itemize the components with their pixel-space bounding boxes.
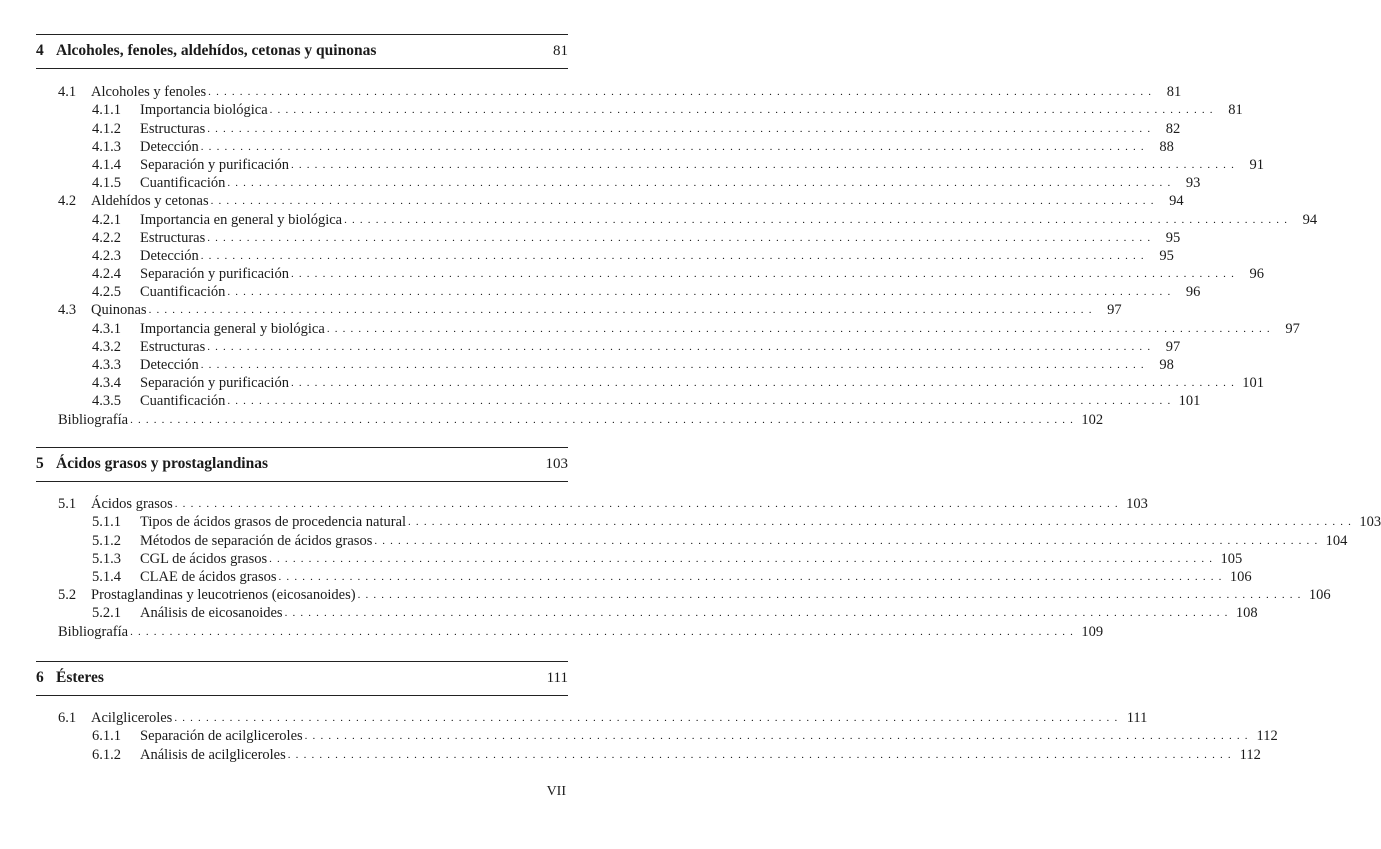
entry-page: 96	[1185, 284, 1201, 301]
entry-label: Bibliografía	[58, 411, 129, 428]
entry-label: CLAE de ácidos grasos	[140, 568, 277, 585]
chapter-top-rule	[36, 661, 568, 662]
chapter-number: 5	[36, 455, 44, 472]
entry-label: CGL de ácidos grasos	[140, 550, 268, 567]
toc-entry-subsection	[36, 550, 1243, 568]
dot-leader: . . . . . . . . . . . . . . . . . . . . . . . . . . . . . . . . . . . . . . . . . . . . . . . . . . . . . . . . . . . . . . . . . . . . . . . . . . . . . . . . . . . . . . . . . . . . . . . . . . . . . . . . . . . . . . . . . . . . . . . .	[207, 231, 1152, 244]
entry-page: 104	[1325, 532, 1348, 549]
toc-entry-subsection	[36, 374, 1265, 392]
dot-leader: . . . . . . . . . . . . . . . . . . . . . . . . . . . . . . . . . . . . . . . . . . . . . . . . . . . . . . . . . . . . . . . . . . . . . . . . . . . . . . . . . . . . . . . . . . . . . . . . . . . . . . . . . . . . . . . . . . . . . . . .	[290, 268, 1236, 281]
entry-label: Estructuras	[140, 338, 206, 355]
entry-label: Tipos de ácidos grasos de procedencia natural	[140, 514, 407, 531]
entry-number: 5.1.4	[92, 568, 121, 585]
entry-number: 4.3.3	[92, 357, 121, 373]
dot-leader: . . . . . . . . . . . . . . . . . . . . . . . . . . . . . . . . . . . . . . . . . . . . . . . . . . . . . . . . . . . . . . . . . . . . . . . . . . . . . . . . . . . . . . . . . . . . . . . . . . . . . . . . . . . . . . . . . . . . . . . .	[287, 748, 1232, 761]
chapter-title: Ácidos grasos y prostaglandinas	[56, 455, 269, 472]
dot-leader: . . . . . . . . . . . . . . . . . . . . . . . . . . . . . . . . . . . . . . . . . . . . . . . . . . . . . . . . . . . . . . . . . . . . . . . . . . . . . . . . . . . . . . . . . . . . . . . . . . . . . . . . . . . . . . . . . . . . . . . .	[207, 340, 1152, 353]
toc-entry-section	[36, 586, 1331, 604]
chapter-page: 81	[553, 42, 568, 59]
dot-leader: . . . . . . . . . . . . . . . . . . . . . . . . . . . . . . . . . . . . . . . . . . . . . . . . . . . . . . . . . . . . . . . . . . . . . . . . . . . . . . . . . . . . . . . . . . . . . . . . . . . . . . . . . . . . . . . . . . . . . . . .	[200, 359, 1145, 371]
toc-entry-subsection	[36, 265, 1265, 283]
chapter-title: Alcoholes, fenoles, aldehídos, cetonas y quinonas	[56, 42, 377, 59]
toc-entry-subsection	[36, 531, 1348, 549]
entry-page: 101	[1178, 393, 1201, 410]
toc-entry-subsection	[36, 568, 1252, 586]
toc-entries	[36, 709, 1278, 764]
toc-entry-section	[36, 83, 1182, 101]
entry-number: 5.1.1	[92, 514, 121, 531]
chapter-bottom-rule	[36, 68, 568, 69]
entry-page: 98	[1159, 357, 1174, 373]
entry-number: 4.3	[58, 302, 77, 319]
toc-entry-subsection	[36, 247, 1174, 265]
dot-leader: . . . . . . . . . . . . . . . . . . . . . . . . . . . . . . . . . . . . . . . . . . . . . . . . . . . . . . . . . . . . . . . . . . . . . . . . . . . . . . . . . . . . . . . . . . . . . . . . . . . . . . . . . . . . . . . . . . . . . . . .	[357, 589, 1302, 602]
entry-number: 4.1	[58, 84, 77, 101]
entry-label: Importancia general y biológica	[140, 320, 325, 337]
toc-entry-subsection	[36, 338, 1181, 356]
dot-leader: . . . . . . . . . . . . . . . . . . . . . . . . . . . . . . . . . . . . . . . . . . . . . . . . . . . . . . . . . . . . . . . . . . . . . . . . . . . . . . . . . . . . . . . . . . . . . . . . . . . . . . . . . . . . . . . . . . . . . . . .	[374, 534, 1319, 547]
entry-page: 108	[1235, 605, 1258, 622]
entry-label: Quinonas	[91, 302, 147, 319]
toc-entry-section	[36, 709, 1148, 727]
entry-page: 106	[1229, 568, 1252, 585]
dot-leader: . . . . . . . . . . . . . . . . . . . . . . . . . . . . . . . . . . . . . . . . . . . . . . . . . . . . . . . . . . . . . . . . . . . . . . . . . . . . . . . . . . . . . . . . . . . . . . . . . . . . . . . . . . . . . . . . . . . . . . . .	[174, 498, 1119, 511]
dot-leader: . . . . . . . . . . . . . . . . . . . . . . . . . . . . . . . . . . . . . . . . . . . . . . . . . . . . . . . . . . . . . . . . . . . . . . . . . . . . . . . . . . . . . . . . . . . . . . . . . . . . . . . . . . . . . . . . . . . . . . . .	[148, 304, 1093, 317]
entry-page: 81	[1166, 84, 1182, 101]
dot-leader: . . . . . . . . . . . . . . . . . . . . . . . . . . . . . . . . . . . . . . . . . . . . . . . . . . . . . . . . . . . . . . . . . . . . . . . . . . . . . . . . . . . . . . . . . . . . . . . . . . . . . . . . . . . . . . . . . . . . . . . .	[344, 213, 1289, 226]
entry-label: Separación y purificación	[140, 156, 289, 173]
entry-label: Estructuras	[140, 120, 206, 137]
entry-number: 4.1.5	[92, 175, 121, 192]
toc-entry-subsection	[36, 210, 1318, 228]
entry-label: Aldehídos y cetonas	[91, 193, 209, 210]
entry-number: 6.1	[58, 710, 77, 727]
entry-number: 4.1.2	[92, 120, 121, 137]
toc-entry-subsection	[36, 319, 1300, 337]
entry-number: 4.3.5	[92, 393, 121, 410]
entry-label: Análisis de eicosanoides	[140, 605, 283, 622]
entry-label: Separación y purificación	[140, 266, 289, 283]
toc-entry-bibliography	[36, 410, 1104, 428]
entry-number: 5.1.2	[92, 532, 121, 549]
dot-leader: . . . . . . . . . . . . . . . . . . . . . . . . . . . . . . . . . . . . . . . . . . . . . . . . . . . . . . . . . . . . . . . . . . . . . . . . . . . . . . . . . . . . . . . . . . . . . . . . . . . . . . . . . . . . . . . . . . . . . . . .	[200, 140, 1145, 153]
chapter-bottom-rule	[36, 481, 568, 482]
toc-entry-subsection	[36, 101, 1243, 119]
chapter-number: 4	[36, 42, 44, 59]
toc-entry-subsection	[36, 119, 1181, 137]
entry-number: 4.2.4	[92, 266, 121, 283]
entry-label: Alcoholes y fenoles	[91, 84, 207, 101]
entry-number: 4.1.3	[92, 138, 121, 155]
entry-label: Bibliografía	[58, 623, 129, 640]
dot-leader: . . . . . . . . . . . . . . . . . . . . . . . . . . . . . . . . . . . . . . . . . . . . . . . . . . . . . . . . . . . . . . . . . . . . . . . . . . . . . . . . . . . . . . . . . . . . . . . . . . . . . . . . . . . . . . . . . . . . . . . .	[208, 86, 1153, 99]
entry-page: 111	[1126, 710, 1148, 727]
entry-number: 4.2.3	[92, 247, 121, 264]
toc-entry-section	[36, 192, 1184, 210]
dot-leader: . . . . . . . . . . . . . . . . . . . . . . . . . . . . . . . . . . . . . . . . . . . . . . . . . . . . . . . . . . . . . . . . . . . . . . . . . . . . . . . . . . . . . . . . . . . . . . . . . . . . . . . . . . . . . . . . . . . . . . . .	[130, 625, 1075, 638]
entry-label: Separación y purificación	[140, 375, 289, 392]
entry-page: 101	[1242, 375, 1265, 392]
chapter-page: 103	[545, 455, 568, 472]
entry-label: Ácidos grasos	[91, 496, 173, 513]
chapter-page: 111	[546, 669, 568, 686]
entry-number: 4.2.2	[92, 229, 121, 246]
page-folio: VII	[546, 784, 566, 799]
entry-page: 93	[1185, 175, 1201, 192]
entry-number: 5.1.3	[92, 550, 121, 567]
entry-page: 97	[1285, 320, 1300, 337]
entry-page: 103	[1126, 496, 1148, 513]
dot-leader: . . . . . . . . . . . . . . . . . . . . . . . . . . . . . . . . . . . . . . . . . . . . . . . . . . . . . . . . . . . . . . . . . . . . . . . . . . . . . . . . . . . . . . . . . . . . . . . . . . . . . . . . . . . . . . . . . . . . . . . .	[408, 516, 1353, 529]
entry-page: 97	[1165, 338, 1181, 355]
entry-label: Prostaglandinas y leucotrienos (eicosanoides)	[91, 587, 356, 604]
dot-leader: . . . . . . . . . . . . . . . . . . . . . . . . . . . . . . . . . . . . . . . . . . . . . . . . . . . . . . . . . . . . . . . . . . . . . . . . . . . . . . . . . . . . . . . . . . . . . . . . . . . . . . . . . . . . . . . . . . . . . . . .	[227, 177, 1172, 190]
entry-page: 97	[1107, 302, 1122, 319]
entry-label: Cuantificación	[140, 175, 226, 192]
toc-entry-subsection	[36, 745, 1261, 763]
toc-entry-subsection	[36, 727, 1278, 745]
chapter-heading	[36, 40, 568, 62]
entry-number: 5.1	[58, 496, 77, 513]
toc-entry-subsection	[36, 604, 1258, 622]
entry-number: 6.1.2	[92, 746, 121, 763]
dot-leader: . . . . . . . . . . . . . . . . . . . . . . . . . . . . . . . . . . . . . . . . . . . . . . . . . . . . . . . . . . . . . . . . . . . . . . . . . . . . . . . . . . . . . . . . . . . . . . . . . . . . . . . . . . . . . . . . . . . . . . . .	[130, 413, 1075, 426]
dot-leader: . . . . . . . . . . . . . . . . . . . . . . . . . . . . . . . . . . . . . . . . . . . . . . . . . . . . . . . . . . . . . . . . . . . . . . . . . . . . . . . . . . . . . . . . . . . . . . . . . . . . . . . . . . . . . . . . . . . . . . . .	[278, 570, 1223, 583]
entry-label: Cuantificación	[140, 284, 226, 301]
toc-entry-subsection	[36, 174, 1201, 192]
chapter-heading	[36, 667, 568, 689]
dot-leader: . . . . . . . . . . . . . . . . . . . . . . . . . . . . . . . . . . . . . . . . . . . . . . . . . . . . . . . . . . . . . . . . . . . . . . . . . . . . . . . . . . . . . . . . . . . . . . . . . . . . . . . . . . . . . . . . . . . . . . . .	[269, 104, 1214, 117]
entry-label: Detección	[140, 138, 199, 155]
entry-page: 94	[1302, 211, 1318, 228]
toc-entries	[36, 83, 1318, 429]
chapter-number: 6	[36, 669, 44, 686]
toc-entry-subsection	[36, 392, 1201, 410]
entry-number: 4.2.5	[92, 284, 121, 301]
chapter-top-rule	[36, 34, 568, 35]
entry-number: 4.3.1	[92, 320, 121, 337]
dot-leader: . . . . . . . . . . . . . . . . . . . . . . . . . . . . . . . . . . . . . . . . . . . . . . . . . . . . . . . . . . . . . . . . . . . . . . . . . . . . . . . . . . . . . . . . . . . . . . . . . . . . . . . . . . . . . . . . . . . . . . . .	[174, 712, 1119, 725]
entry-number: 4.1.1	[92, 102, 121, 119]
entry-number: 4.2.1	[92, 211, 121, 228]
toc-entry-section	[36, 301, 1122, 319]
dot-leader: . . . . . . . . . . . . . . . . . . . . . . . . . . . . . . . . . . . . . . . . . . . . . . . . . . . . . . . . . . . . . . . . . . . . . . . . . . . . . . . . . . . . . . . . . . . . . . . . . . . . . . . . . . . . . . . . . . . . . . . .	[227, 286, 1172, 299]
dot-leader: . . . . . . . . . . . . . . . . . . . . . . . . . . . . . . . . . . . . . . . . . . . . . . . . . . . . . . . . . . . . . . . . . . . . . . . . . . . . . . . . . . . . . . . . . . . . . . . . . . . . . . . . . . . . . . . . . . . . . . . .	[210, 195, 1155, 208]
entry-page: 95	[1165, 229, 1181, 246]
entry-page: 106	[1308, 587, 1331, 604]
dot-leader: . . . . . . . . . . . . . . . . . . . . . . . . . . . . . . . . . . . . . . . . . . . . . . . . . . . . . . . . . . . . . . . . . . . . . . . . . . . . . . . . . . . . . . . . . . . . . . . . . . . . . . . . . . . . . . . . . . . . . . . .	[290, 377, 1236, 390]
entry-page: 81	[1228, 102, 1243, 119]
toc-entry-subsection	[36, 283, 1201, 301]
entry-page: 109	[1081, 623, 1104, 640]
entry-page: 88	[1159, 138, 1174, 155]
entry-number: 4.2	[58, 193, 77, 210]
dot-leader: . . . . . . . . . . . . . . . . . . . . . . . . . . . . . . . . . . . . . . . . . . . . . . . . . . . . . . . . . . . . . . . . . . . . . . . . . . . . . . . . . . . . . . . . . . . . . . . . . . . . . . . . . . . . . . . . . . . . . . . .	[304, 730, 1249, 743]
toc-entry-subsection	[36, 138, 1174, 156]
entry-label: Separación de acilgliceroles	[140, 728, 303, 745]
dot-leader: . . . . . . . . . . . . . . . . . . . . . . . . . . . . . . . . . . . . . . . . . . . . . . . . . . . . . . . . . . . . . . . . . . . . . . . . . . . . . . . . . . . . . . . . . . . . . . . . . . . . . . . . . . . . . . . . . . . . . . . .	[227, 395, 1172, 408]
dot-leader: . . . . . . . . . . . . . . . . . . . . . . . . . . . . . . . . . . . . . . . . . . . . . . . . . . . . . . . . . . . . . . . . . . . . . . . . . . . . . . . . . . . . . . . . . . . . . . . . . . . . . . . . . . . . . . . . . . . . . . . .	[207, 122, 1152, 135]
entry-number: 4.3.4	[92, 375, 121, 392]
toc-entry-subsection	[36, 356, 1174, 374]
entry-page: 112	[1239, 746, 1261, 763]
chapter-bottom-rule	[36, 695, 568, 696]
entry-page: 102	[1081, 411, 1104, 428]
dot-leader: . . . . . . . . . . . . . . . . . . . . . . . . . . . . . . . . . . . . . . . . . . . . . . . . . . . . . . . . . . . . . . . . . . . . . . . . . . . . . . . . . . . . . . . . . . . . . . . . . . . . . . . . . . . . . . . . . . . . . . . .	[290, 158, 1236, 171]
entry-page: 94	[1169, 193, 1184, 210]
entry-label: Importancia biológica	[140, 102, 268, 119]
entry-page: 105	[1220, 550, 1243, 567]
entry-page: 95	[1159, 247, 1174, 264]
toc-entry-subsection	[36, 156, 1265, 174]
entry-page: 112	[1256, 728, 1278, 745]
toc-entry-subsection	[36, 513, 1381, 531]
entry-page: 103	[1359, 514, 1381, 531]
entry-page: 82	[1165, 120, 1181, 137]
entry-label: Cuantificación	[140, 393, 226, 410]
entry-label: Detección	[140, 357, 199, 373]
entry-number: 4.3.2	[92, 338, 121, 355]
chapter-title: Ésteres	[56, 669, 104, 686]
chapter-top-rule	[36, 447, 568, 448]
entry-label: Acilgliceroles	[91, 710, 173, 727]
dot-leader: . . . . . . . . . . . . . . . . . . . . . . . . . . . . . . . . . . . . . . . . . . . . . . . . . . . . . . . . . . . . . . . . . . . . . . . . . . . . . . . . . . . . . . . . . . . . . . . . . . . . . . . . . . . . . . . . . . . . . . . .	[326, 322, 1271, 335]
dot-leader: . . . . . . . . . . . . . . . . . . . . . . . . . . . . . . . . . . . . . . . . . . . . . . . . . . . . . . . . . . . . . . . . . . . . . . . . . . . . . . . . . . . . . . . . . . . . . . . . . . . . . . . . . . . . . . . . . . . . . . . .	[200, 249, 1145, 262]
entry-page: 96	[1249, 266, 1265, 283]
toc-entries	[36, 495, 1381, 641]
dot-leader: . . . . . . . . . . . . . . . . . . . . . . . . . . . . . . . . . . . . . . . . . . . . . . . . . . . . . . . . . . . . . . . . . . . . . . . . . . . . . . . . . . . . . . . . . . . . . . . . . . . . . . . . . . . . . . . . . . . . . . . .	[284, 607, 1229, 620]
entry-number: 5.2.1	[92, 605, 121, 622]
entry-page: 91	[1249, 156, 1265, 173]
chapter-heading	[36, 453, 568, 475]
toc-entry-section	[36, 495, 1148, 513]
entry-label: Métodos de separación de ácidos grasos	[140, 532, 373, 549]
toc-entry-bibliography	[36, 622, 1104, 640]
entry-label: Estructuras	[140, 229, 206, 246]
entry-label: Importancia en general y biológica	[140, 211, 343, 228]
entry-number: 5.2	[58, 587, 77, 604]
entry-label: Análisis de acilgliceroles	[140, 746, 286, 763]
entry-label: Detección	[140, 247, 199, 264]
entry-number: 4.1.4	[92, 156, 121, 173]
dot-leader: . . . . . . . . . . . . . . . . . . . . . . . . . . . . . . . . . . . . . . . . . . . . . . . . . . . . . . . . . . . . . . . . . . . . . . . . . . . . . . . . . . . . . . . . . . . . . . . . . . . . . . . . . . . . . . . . . . . . . . . .	[269, 552, 1214, 565]
entry-number: 6.1.1	[92, 728, 121, 745]
toc-entry-subsection	[36, 229, 1181, 247]
